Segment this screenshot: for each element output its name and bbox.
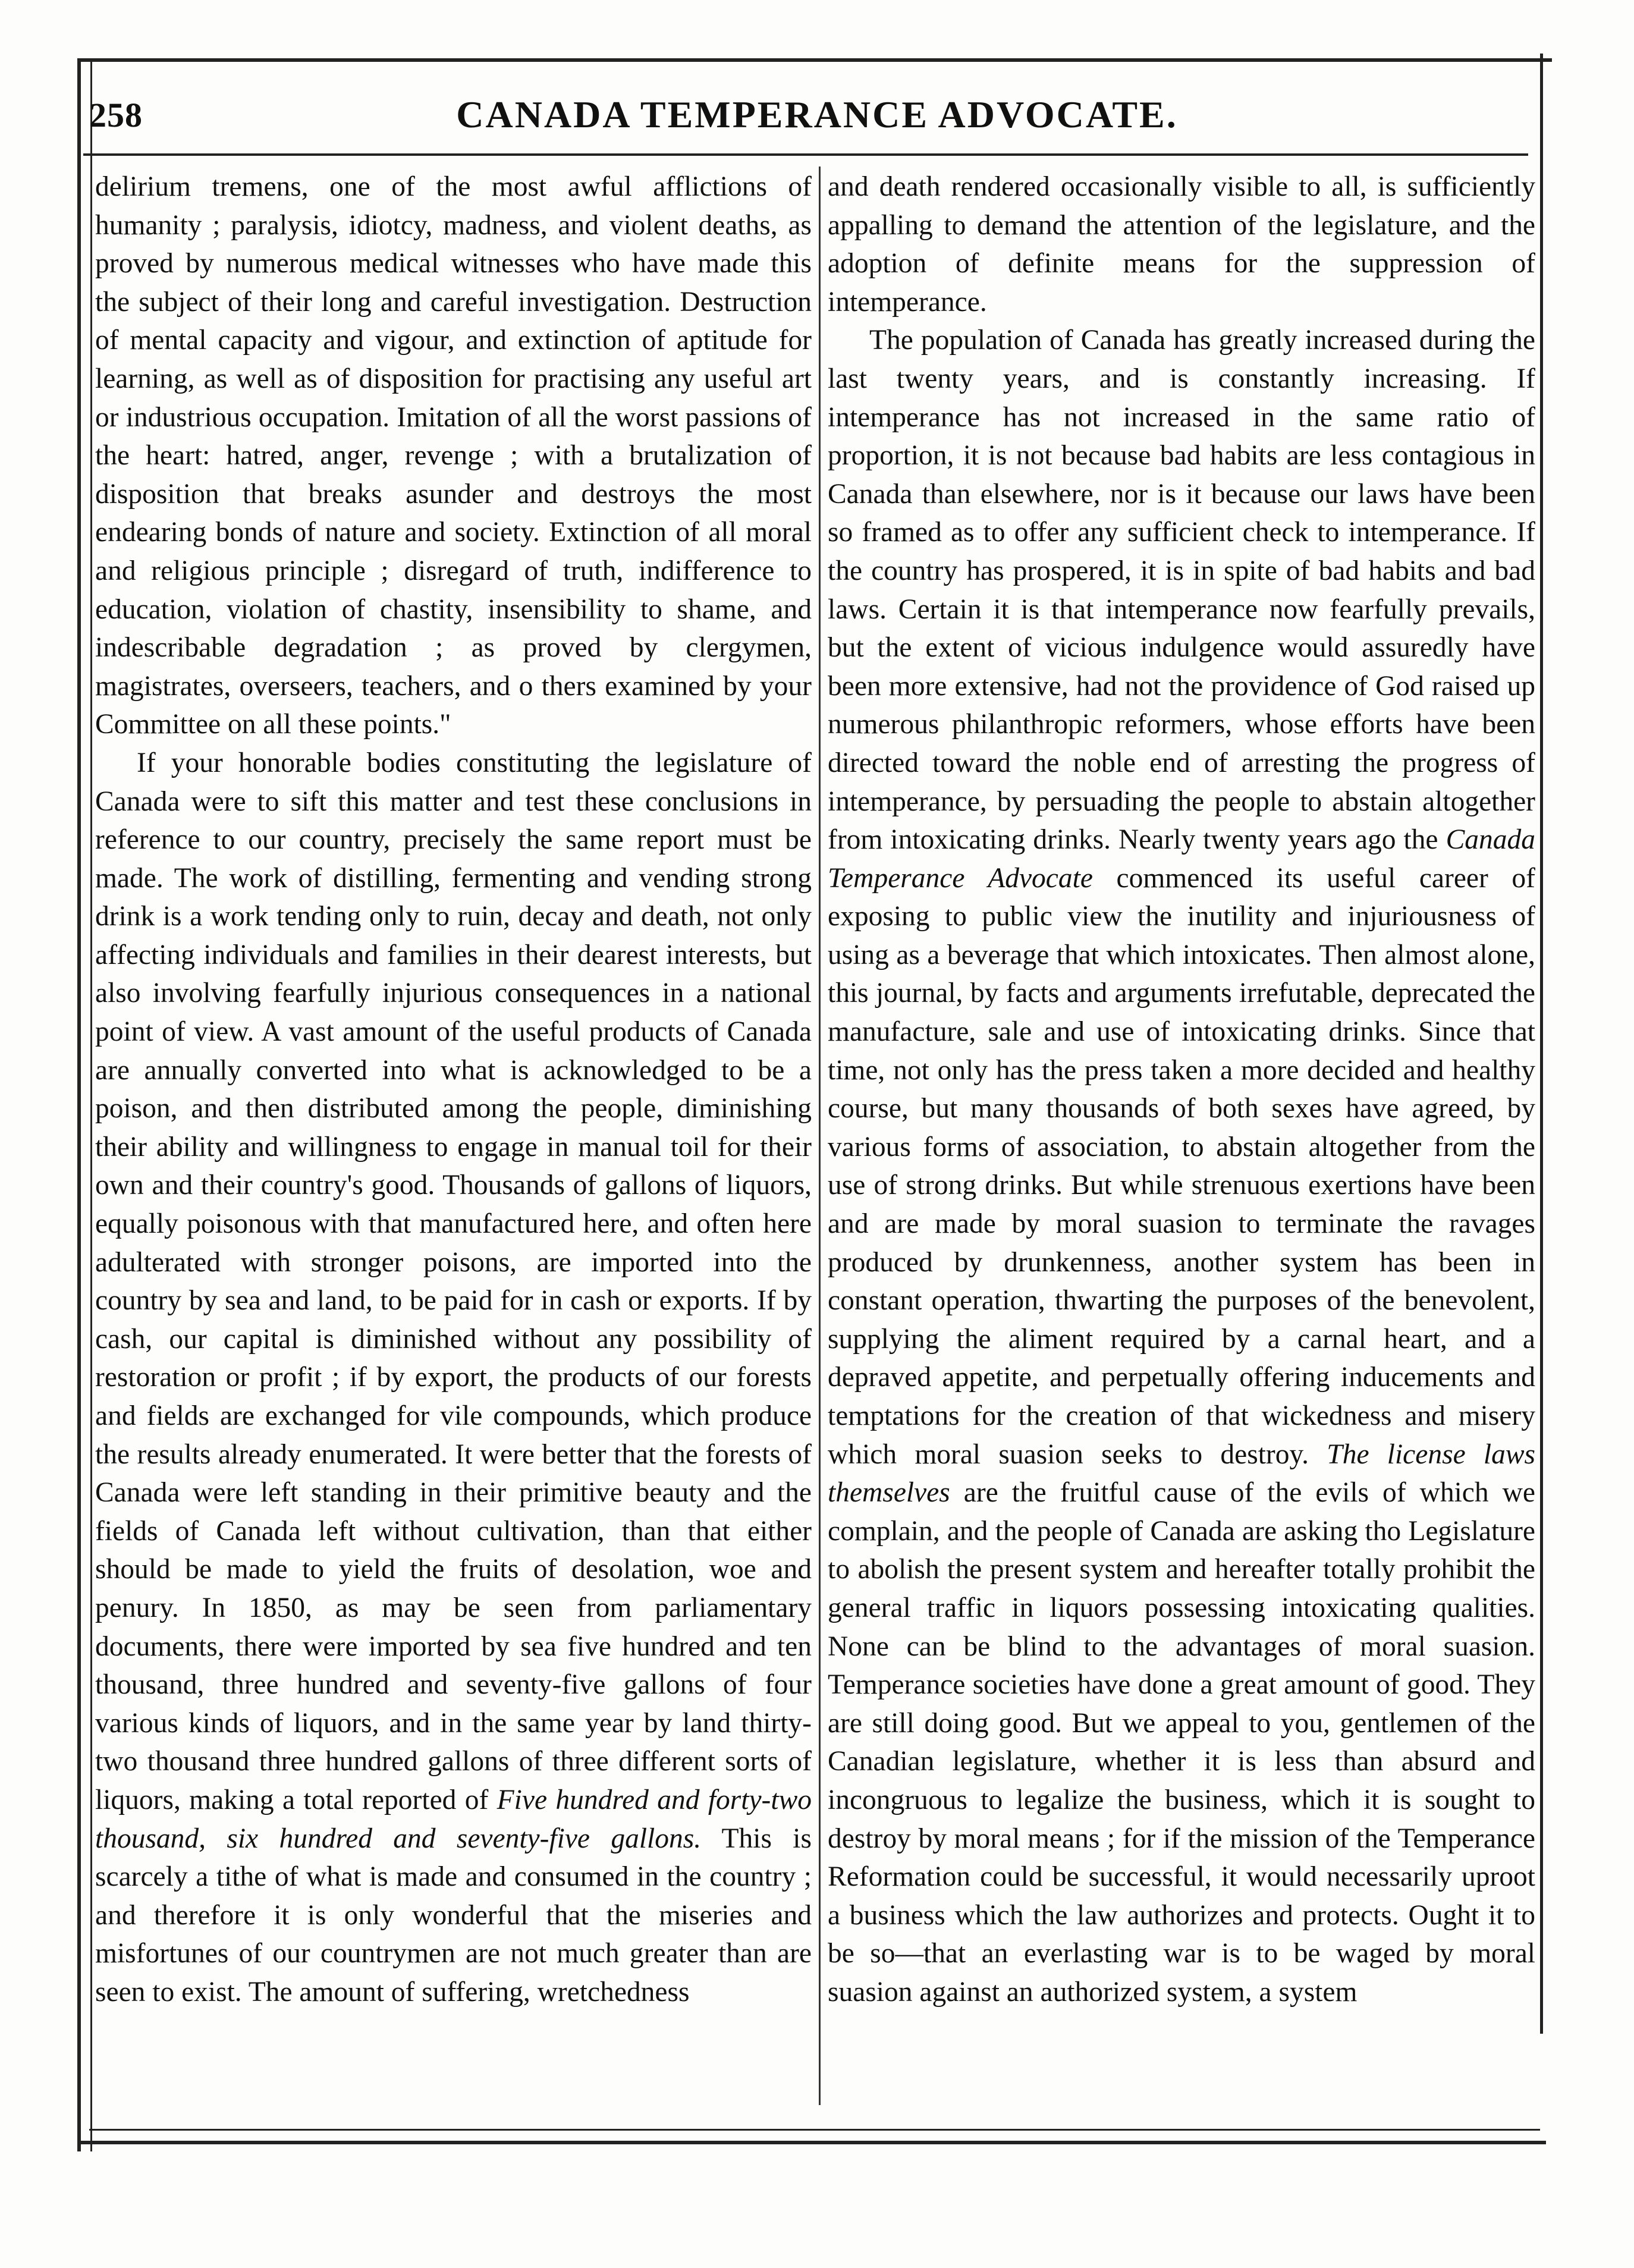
right-paragraph-2-text-c: are the fruitful cause of the evils of which we complain, and the people of Canada are asking tho Legislature to abolish the present system and hereafter totally prohibit the general traffic in liquors possessing intoxicating qualities. None can be blind to the advantages of moral suasion. Temperance societies have done a great amount of good. They are still doing good. But we appeal to you, gentlemen of the Canadian legislature, whether it is less than absurd and incongruous to legalize the business, which it is sought to destroy by moral means ; for if the mission of the Temperance Reformation could be successful, it would necessarily uproot a business which the law authorizes and protects. Ought it to be so—that an everlasting war is to be waged by moral suasion against an authorized system, a system [828, 1477, 1535, 2008]
column-divider [819, 167, 821, 2105]
header-rule [83, 153, 1528, 156]
top-border-rule [77, 58, 1552, 62]
right-paragraph-2 [828, 321, 1535, 2011]
bottom-inner-rule [89, 2129, 1540, 2131]
right-paragraph-2-text-b: commenced its useful career of exposing to public view the inutility and injuriousness of using as a beverage that which intoxicates. Then almost alone, this journal, by facts and arguments irrefutable, deprecated the manufacture, sale and use of intoxicating drinks. Since that time, not only has the press taken a more decided and healthy course, but many thousands of both sexes have agreed, by various forms of association, to abstain altogether from the use of strong drinks. But while strenuous exertions have been and are made by moral suasion to terminate the ravages produced by drunkenness, another system has been in constant operation, thwarting the purposes of the benevolent, supplying the aliment required by a carnal heart, and a depraved appetite, and perpetually offering inducements and temptations for the creation of that wickedness and misery which moral suasion seeks to destroy. [828, 862, 1535, 1470]
right-border-rule [1540, 54, 1543, 2034]
right-paragraph-2-italic-2: The license laws themselves [828, 1438, 1535, 1509]
bottom-border-rule [77, 2141, 1546, 2144]
left-border-rule [77, 58, 92, 2151]
left-paragraph-2-text-b: This is scarcely a tithe of what is made and consumed in the country ; and therefore it is only wonderful that the miseries and misfortunes of our countrymen are not much greater than are seen to exist. The amount of suffering, wretchedness [95, 1823, 812, 2008]
right-column [828, 168, 1535, 2118]
left-paragraph-2-text-a: If your honorable bodies constituting the legislature of Canada were to sift this matter and test these conclusions in reference to our country, precisely the same report must be made. The work of distilling, fermenting and vending strong drink is a work tending only to ruin, decay and death, not only affecting individuals and families in their dearest interests, but also involving fearfully injurious consequences in a national point of view. A vast amount of the useful products of Canada are annually converted into what is acknowledged to be a poison, and then distributed among the people, diminishing their ability and willingness to engage in manual toil for their own and their country's good. Thousands of gallons of liquors, equally poisonous with that manufactured here, and often here adulterated with stronger poisons, are imported into the country by sea and land, to be paid for in cash or exports. If by cash, our capital is diminished without any possibility of restoration or profit ; if by export, the products of our forests and fields are exchanged for vile compounds, which produce the results already enumerated. It were better that the forests of Canada were left standing in their primitive beauty and the fields of Canada left without cultivation, than that either should be made to yield the fruits of desolation, woe and penury. In 1850, as may be seen from parliamentary documents, there were imported by sea five hundred and ten thousand, three hundred and seventy-five gallons of four various kinds of liquors, and in the same year by land thirty-two thousand three hundred gallons of three different sorts of liquors, making a total reported of [95, 747, 812, 1815]
left-column [95, 168, 812, 2118]
left-paragraph-2 [95, 744, 812, 2012]
right-paragraph-2-italic-1: Canada Temperance Advocate [828, 824, 1535, 894]
left-paragraph-2-italic: Five hundred and forty-two thousand, six hundred and seventy-five gallons. [95, 1784, 812, 1854]
running-title: CANADA TEMPERANCE ADVOCATE. [456, 93, 1178, 136]
page-number: 258 [89, 96, 143, 134]
left-paragraph-1: delirium tremens, one of the most awful afflictions of humanity ; paralysis, idiotcy, madness, and violent deaths, as proved by numerous medical witnesses who have made this the subject of their long and careful investigation. Destruction of mental capacity and vigour, and extinction of aptitude for learning, as well as of disposition for practising any useful art or industrious occupation. Imitation of all the worst passions of the heart: hatred, anger, revenge ; with a brutalization of disposition that breaks asunder and destroys the most endearing bonds of nature and society. Extinction of all moral and religious principle ; disregard of truth, indifference to education, violation of chastity, insensibility to shame, and indescribable degradation ; as proved by clergymen, magistrates, overseers, teachers, and o thers examined by your Committee on all these points." [95, 171, 812, 740]
right-paragraph-1: and death rendered occasionally visible to all, is sufficiently appalling to demand the attention of the legislature, and the adoption of definite means for the suppression of intemperance. [828, 171, 1535, 318]
right-paragraph-2-text-a: The population of Canada has greatly increased during the last twenty years, and is constantly increasing. If intemperance has not increased in the same ratio of proportion, it is not because bad habits are less contagious in Canada than elsewhere, nor is it because our laws have been so framed as to offer any sufficient check to intemperance. If the country has prospered, it is in spite of bad habits and bad laws. Certain it is that intemperance now fearfully prevails, but the extent of vicious indulgence would assuredly have been more extensive, had not the providence of God raised up numerous philanthropic reformers, whose efforts have been directed toward the noble end of arresting the progress of intemperance, by persuading the people to abstain altogether from intoxicating drinks. Nearly twenty years ago the [828, 325, 1535, 856]
